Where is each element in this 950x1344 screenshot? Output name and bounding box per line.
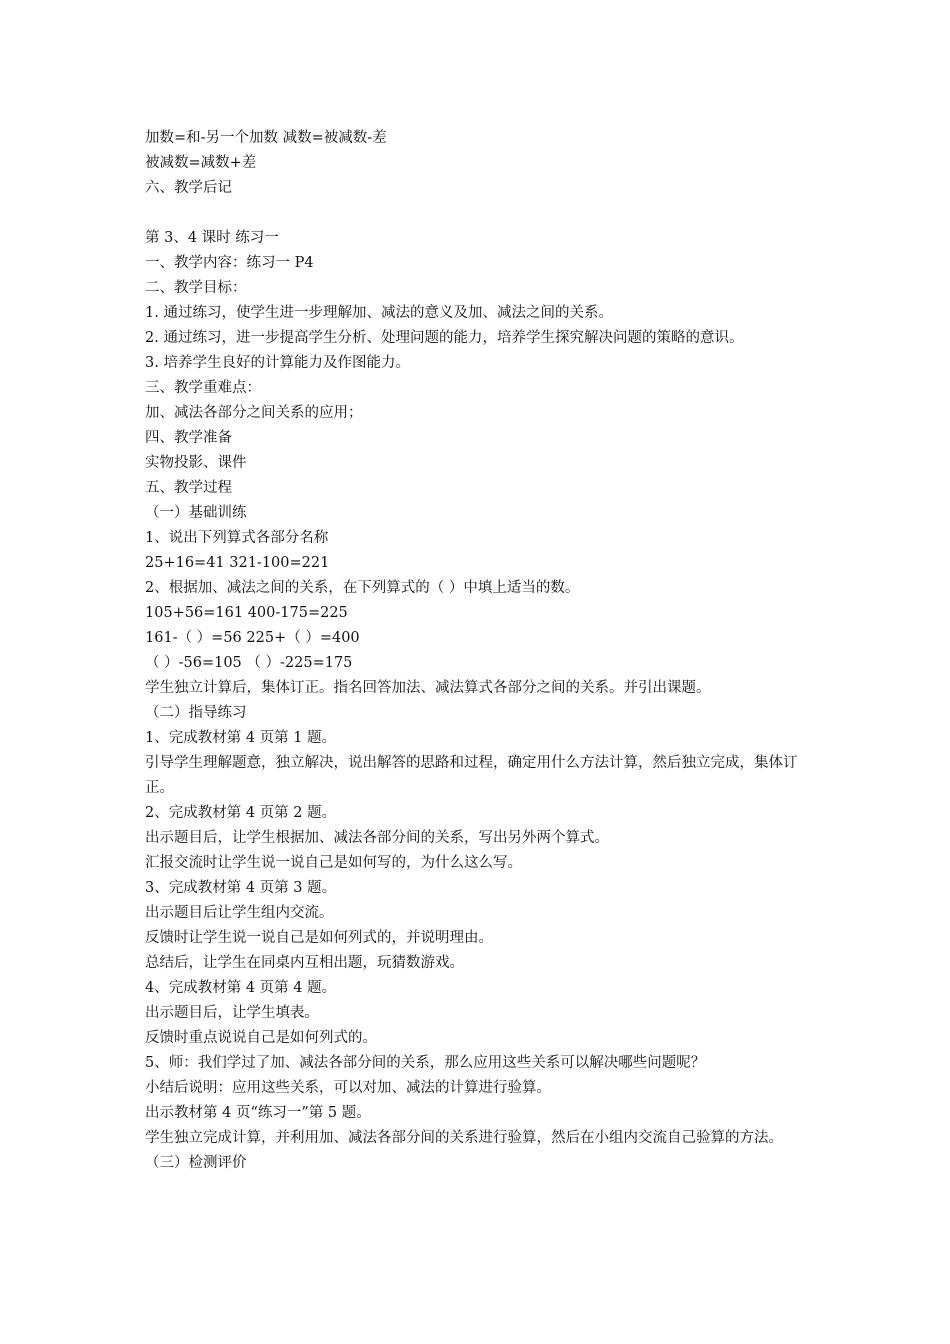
paragraph-line: 1、完成教材第 4 页第 1 题。: [145, 730, 337, 746]
section-heading: 二、教学目标：: [145, 280, 247, 296]
formula-line: 25+16=41 321-100=221: [145, 555, 330, 571]
paragraph-line: 2. 通过练习，进一步提高学生分析、处理问题的能力，培养学生探究解决问题的策略的意识。: [145, 330, 744, 346]
formula-line: 加数=和-另一个加数 减数=被减数-差: [145, 130, 387, 146]
paragraph-line: 汇报交流时让学生说一说自己是如何写的，为什么这么写。: [145, 855, 522, 871]
paragraph-line: 2、完成教材第 4 页第 2 题。: [145, 805, 337, 821]
subsection-heading: （一）基础训练: [145, 505, 247, 521]
paragraph-line: 引导学生理解题意，独立解决，说出解答的思路和过程，确定用什么方法计算，然后独立完成，集体订正。: [145, 755, 798, 796]
formula-line: 161-（ ）=56 225+（ ）=400: [145, 630, 360, 646]
paragraph-line: 4、完成教材第 4 页第 4 题。: [145, 980, 337, 996]
paragraph-line: 反馈时重点说说自己是如何列式的。: [145, 1030, 377, 1046]
paragraph-line: 出示题目后让学生组内交流。: [145, 905, 334, 921]
subsection-heading: （二）指导练习: [145, 705, 247, 721]
section-heading: 三、教学重难点：: [145, 380, 261, 396]
subsection-heading: （三）检测评价: [145, 1155, 247, 1171]
paragraph-line: 出示教材第 4 页“练习一”第 5 题。: [145, 1105, 371, 1121]
formula-line: （ ）-56=105 （ ）-225=175: [145, 655, 353, 671]
formula-line: 被减数=减数+差: [145, 155, 257, 171]
paragraph-line: 3. 培养学生良好的计算能力及作图能力。: [145, 355, 410, 371]
paragraph-line: 1、说出下列算式各部分名称: [145, 530, 329, 546]
paragraph-line: 3、完成教材第 4 页第 3 题。: [145, 880, 337, 896]
blank-line: [145, 201, 815, 226]
paragraph-line: 学生独立计算后，集体订正。指名回答加法、减法算式各部分之间的关系。并引出课题。: [145, 680, 711, 696]
paragraph-line: 出示题目后，让学生根据加、减法各部分间的关系，写出另外两个算式。: [145, 830, 609, 846]
paragraph-line: 实物投影、课件: [145, 455, 247, 471]
paragraph-line: 出示题目后，让学生填表。: [145, 1005, 319, 1021]
document-body: [145, 126, 815, 1176]
section-heading: 六、教学后记: [145, 180, 232, 196]
paragraph-line: 1. 通过练习，使学生进一步理解加、减法的意义及加、减法之间的关系。: [145, 305, 613, 321]
formula-line: 105+56=161 400-175=225: [145, 605, 348, 621]
paragraph-line: 反馈时让学生说一说自己是如何列式的，并说明理由。: [145, 930, 493, 946]
lesson-title: 第 3、4 课时 练习一: [145, 230, 279, 246]
paragraph-line: 加、减法各部分之间关系的应用；: [145, 405, 363, 421]
paragraph-line: 总结后，让学生在同桌内互相出题，玩猜数游戏。: [145, 955, 464, 971]
paragraph-line: 学生独立完成计算，并利用加、减法各部分间的关系进行验算，然后在小组内交流自己验算的方法。: [145, 1130, 783, 1146]
paragraph-line: 小结后说明：应用这些关系，可以对加、减法的计算进行验算。: [145, 1080, 551, 1096]
paragraph-line: 5、师：我们学过了加、减法各部分间的关系，那么应用这些关系可以解决哪些问题呢？: [145, 1055, 706, 1071]
section-heading: 一、教学内容：练习一 P4: [145, 255, 314, 271]
section-heading: 五、教学过程: [145, 480, 232, 496]
section-heading: 四、教学准备: [145, 430, 232, 446]
paragraph-line: 2、根据加、减法之间的关系，在下列算式的（ ）中填上适当的数。: [145, 580, 580, 596]
